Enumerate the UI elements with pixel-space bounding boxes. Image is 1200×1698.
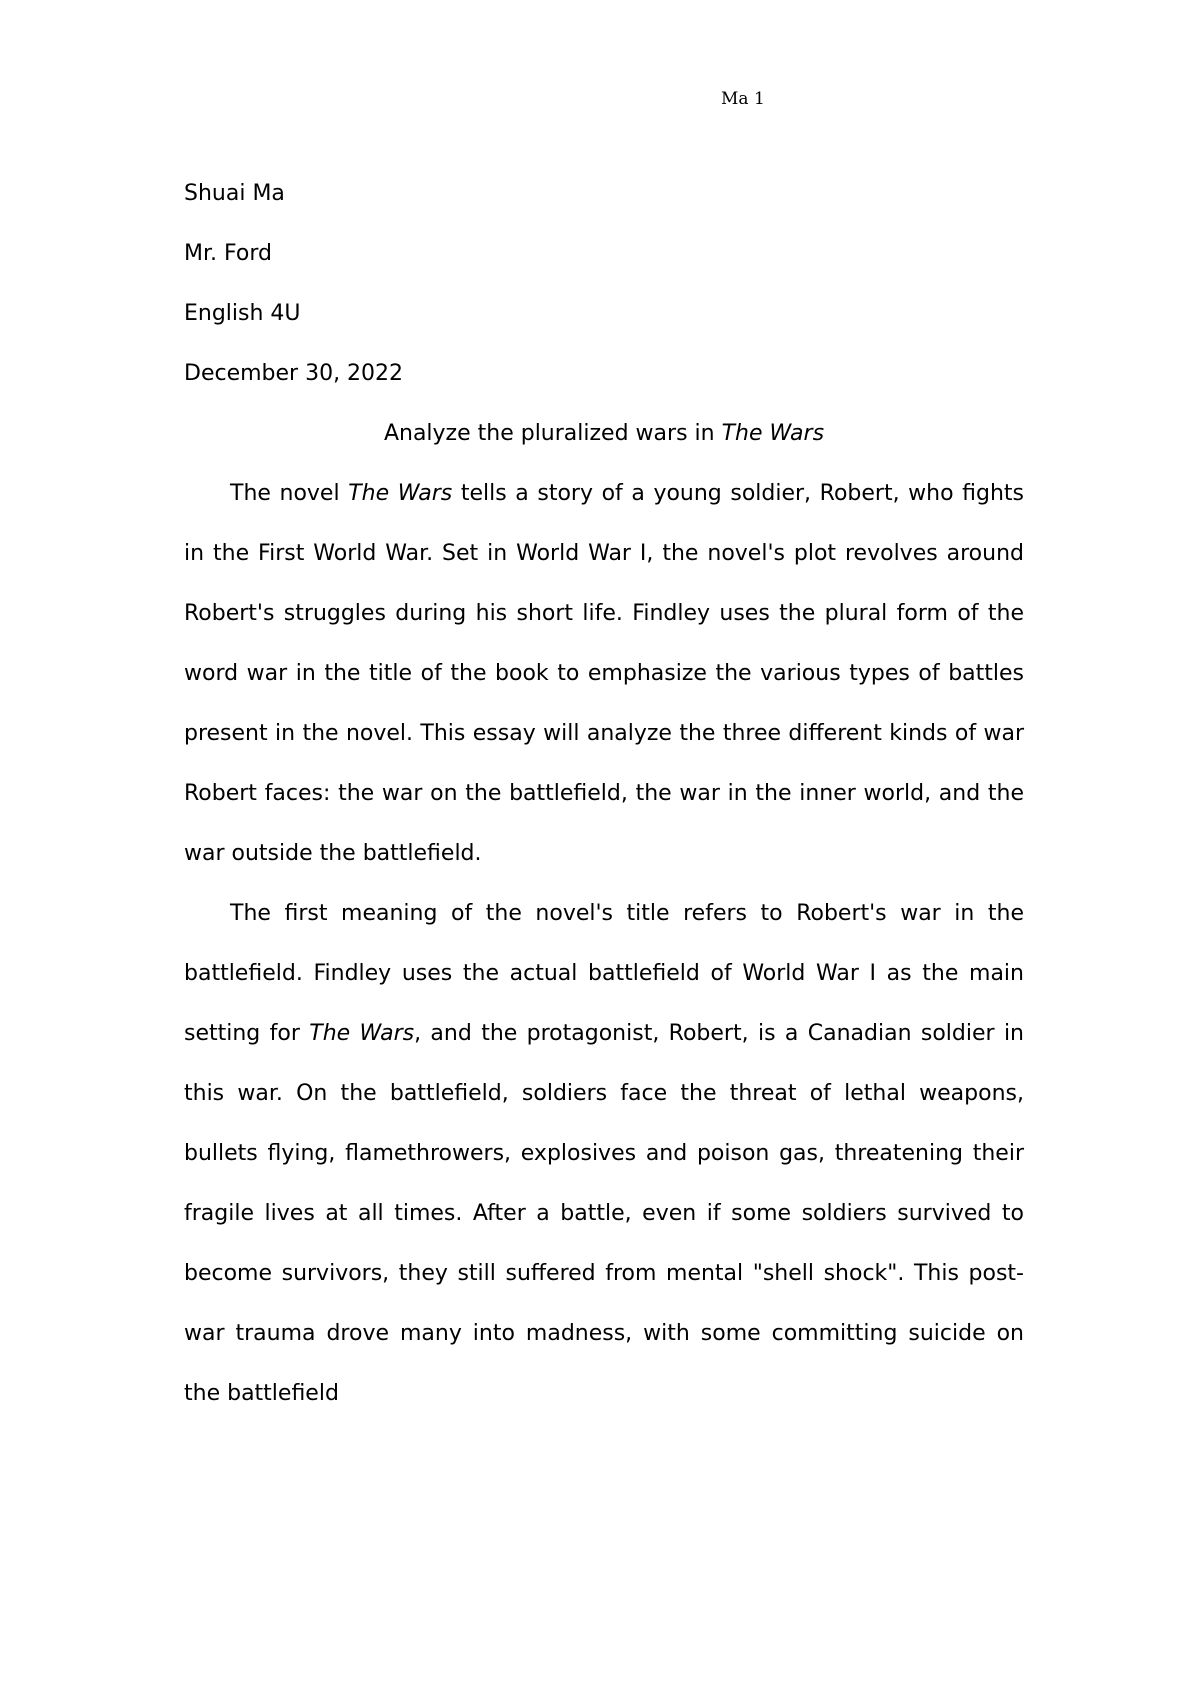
instructor-name: Mr. Ford	[184, 241, 272, 266]
page-number: 1	[753, 89, 765, 109]
student-name: Shuai Ma	[184, 181, 285, 206]
essay-body	[184, 164, 1024, 1424]
essay-title-prefix: Analyze the pluralized wars in	[383, 421, 722, 446]
paragraph-1-book-title: The Wars	[348, 481, 453, 506]
paragraph-battlefield	[184, 884, 1024, 1424]
paragraph-2-text-before-title: The first meaning of the novel's title refers to Robert's war in the battlefield. Findley uses the actual battlefield of World War I as the main setting for	[184, 901, 1024, 1046]
essay-title-book: The Wars	[721, 421, 825, 446]
paragraph-1-text-before-title: The novel	[230, 481, 349, 506]
running-head-surname: Ma	[721, 89, 749, 109]
paragraph-introduction	[184, 464, 1024, 884]
essay-title	[184, 404, 1024, 464]
essay-date: December 30, 2022	[184, 361, 404, 386]
paragraph-2-text-after-title: , and the protagonist, Robert, is a Canadian soldier in this war. On the battlefield, soldiers face the threat of lethal weapons, bullets flying, flamethrowers, explosives and poison gas, threatening their fragile lives at all times. After a battle, even if some soldiers survived to become survivors, they still suffered from mental "shell shock". This post-war trauma drove many into madness, with some committing suicide on the battlefield	[184, 1021, 1024, 1406]
course-name: English 4U	[184, 301, 301, 326]
running-head	[721, 89, 765, 109]
paragraph-1-text-after-title: tells a story of a young soldier, Robert, who fights in the First World War. Set in World War I, the novel's plot revolves around Robert's struggles during his short life. Findley uses the plural form of the word war in the title of the book to emphasize the various types of battles present in the novel. This essay will analyze the three different kinds of war Robert faces: the war on the battlefield, the war in the inner world, and the war outside the battlefield.	[184, 481, 1025, 866]
paragraph-2-book-title: The Wars	[309, 1021, 415, 1046]
